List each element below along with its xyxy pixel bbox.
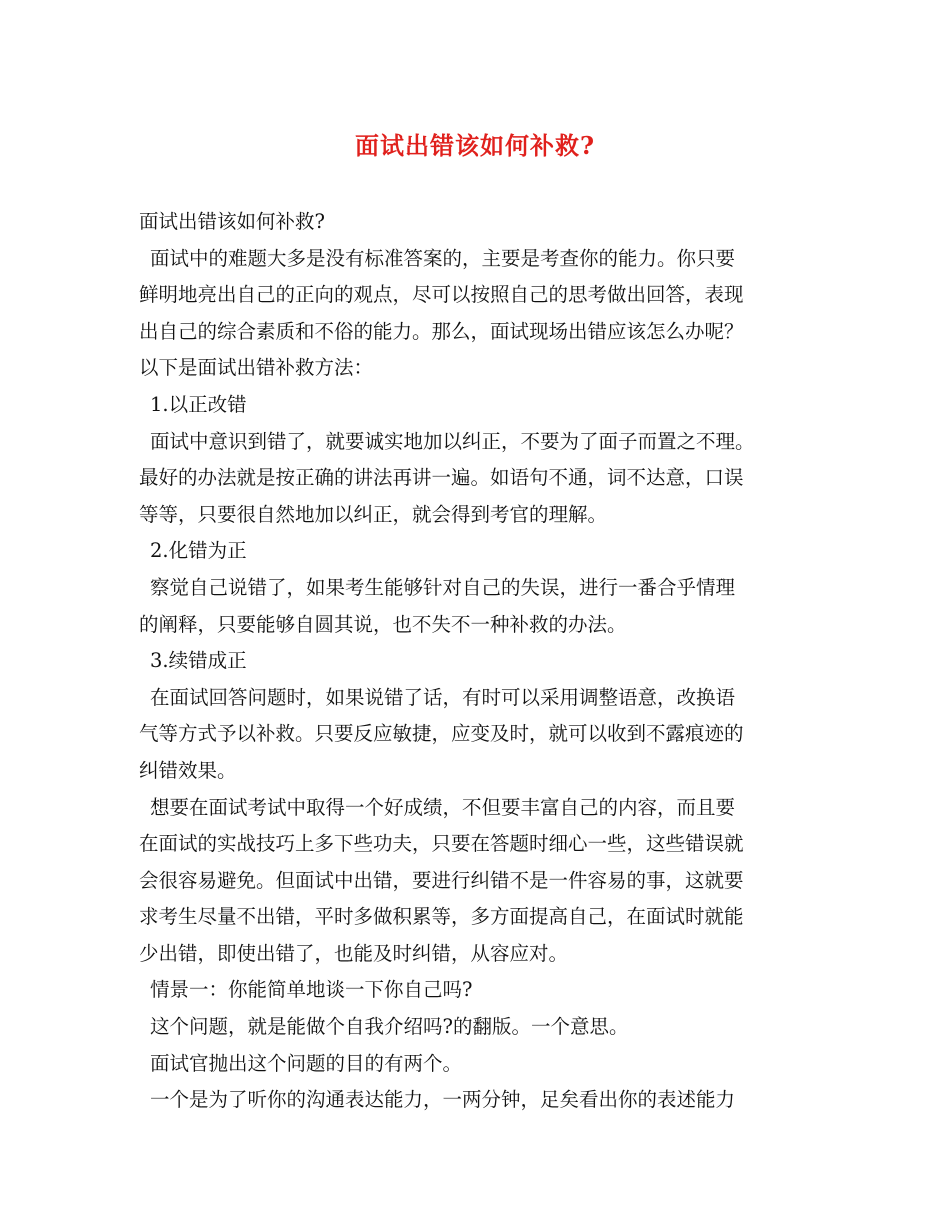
document-title: 面试出错该如何补救? (354, 131, 596, 160)
paragraph-line: 察觉自己说错了，如果考生能够针对自己的失误，进行一番合乎情理 (150, 575, 736, 599)
paragraph-line: 会很容易避免。但面试中出错，要进行纠错不是一件容易的事，这就要 (139, 868, 744, 892)
paragraph-line: 面试官抛出这个问题的目的有两个。 (150, 1051, 463, 1075)
section-heading: 2.化错为正 (150, 539, 247, 563)
paragraph-line: 的阐释，只要能够自圆其说，也不失不一种补救的办法。 (139, 612, 627, 636)
paragraph-line: 纠错效果。 (139, 758, 237, 782)
paragraph-line: 在面试的实战技巧上多下些功夫，只要在答题时细心一些，这些错误就 (139, 832, 744, 856)
paragraph-line: 这个问题，就是能做个自我介绍吗?的翻版。一个意思。 (150, 1015, 629, 1039)
paragraph-line: 少出错，即使出错了，也能及时纠错，从容应对。 (139, 941, 569, 965)
paragraph-line: 面试中意识到错了，就要诚实地加以纠正，不要为了面子而置之不理。 (150, 429, 755, 453)
paragraph-line: 最好的办法就是按正确的讲法再讲一遍。如语句不通，词不达意，口误 (139, 466, 744, 490)
section-heading: 1.以正改错 (150, 392, 247, 416)
paragraph-line: 在面试回答问题时，如果说错了话，有时可以采用调整语意，改换语 (150, 685, 736, 709)
paragraph-line: 等等，只要很自然地加以纠正，就会得到考官的理解。 (139, 502, 608, 526)
section-heading: 3.续错成正 (150, 649, 247, 673)
paragraph-line: 气等方式予以补救。只要反应敏捷，应变及时，就可以收到不露痕迹的 (139, 722, 744, 746)
paragraph-line: 一个是为了听你的沟通表达能力，一两分钟，足矣看出你的表述能力 (150, 1088, 736, 1112)
paragraph-line: 想要在面试考试中取得一个好成绩，不但要丰富自己的内容，而且要 (150, 795, 736, 819)
paragraph-line: 面试中的难题大多是没有标准答案的，主要是考查你的能力。你只要 (150, 246, 736, 270)
document-body (139, 204, 819, 1119)
paragraph-line: 情景一：你能简单地谈一下你自己吗? (150, 978, 473, 1002)
paragraph-line: 求考生尽量不出错，平时多做积累等，多方面提高自己，在面试时就能 (139, 905, 744, 929)
paragraph-line: 出自己的综合素质和不俗的能力。那么，面试现场出错应该怎么办呢？ (139, 319, 744, 343)
paragraph-line: 鲜明地亮出自己的正向的观点，尽可以按照自己的思考做出回答，表现 (139, 283, 744, 307)
paragraph-line: 以下是面试出错补救方法： (139, 356, 374, 380)
paragraph-line: 面试出错该如何补救? (139, 210, 325, 233)
